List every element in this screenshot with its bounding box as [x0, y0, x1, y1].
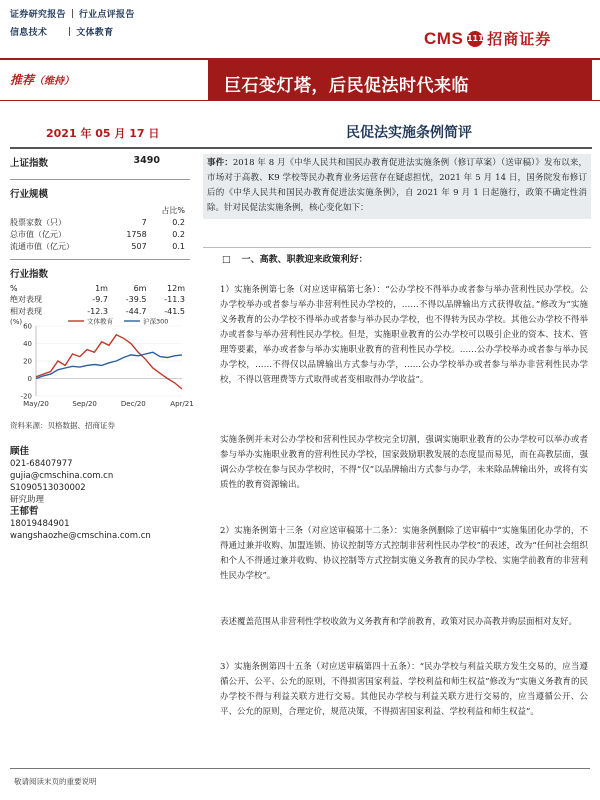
event-label: 事件：	[207, 158, 233, 168]
chart-y-axis	[21, 323, 182, 401]
bullet-icon: □	[222, 255, 231, 265]
legend-label: 文体教育	[87, 317, 113, 326]
y-tick-label: -20	[20, 392, 32, 401]
analyst1-email[interactable]: gujia@cmschina.com.cn	[10, 471, 114, 481]
footer-disclaimer: 敬请阅读末页的重要说明	[14, 777, 97, 786]
report-date: 2021 年 05 月 17 日	[46, 127, 160, 140]
sub-industry: 文体教育	[76, 28, 114, 38]
analyst2-phone: 18019484901	[10, 519, 70, 529]
y-tick-label: 40	[23, 340, 32, 348]
report-subtype: 行业点评报告	[78, 10, 135, 20]
report-title: 巨石变灯塔，后民促法时代来临	[224, 76, 469, 96]
y-tick-label: 60	[23, 322, 32, 331]
scale-table	[10, 205, 185, 253]
sidebar	[10, 155, 190, 318]
paragraph-4: 表述覆盖范围从非营利性学校收敛为义务教育和学前教育，政策对民办高教并购层面相对友好。	[220, 617, 578, 627]
title-rule	[0, 100, 600, 101]
table-header: % 1m 6m 12m	[10, 284, 185, 293]
rating-label: 推荐	[10, 73, 35, 87]
table-row: 总市值（亿元） 1758 0.2	[10, 230, 185, 239]
event-text: 2018 年 8 月《中华人民共和国民办教育促进法实施条例（修订草案）（送审稿）》发布以来，市场对于高教、K9 学校等民办教育业务运营存在疑虑担忧，2021 年 5 月 14 日，国务院发布修订后的《中华人民共和国民办教育促进法实施条例》，自 2021 年 9 月 1 日起施行，政策不确定性消除。针对民促法实施条例，核心变化如下：	[207, 158, 587, 213]
title-bar	[208, 60, 592, 100]
logo-cn-text: 招商证券	[487, 30, 552, 48]
industry-index-chart	[10, 312, 194, 412]
x-tick-label: Dec/20	[120, 400, 146, 408]
industry-line	[10, 25, 113, 38]
logo-cms-text: CMS	[424, 28, 464, 48]
paragraph-1: 1）实施条例第七条（对应送审稿第七条）：“公办学校不得举办或者参与举办营利性民办学校。公办学校举办或者参与举办非营利性民办学校的，……不得以品牌输出方式获得收益。”修改为“实施义务教育的公办学校不得举办或者参与举办民办学校，也不得转为民办学校。其他公办学校不得举办或者参与举办营利性民办学校。但是，实施职业教育的公办学校可以吸引企业的资本、技术、管理等要素，举办或者参与举办实施职业教育的营利性民办学校。……公办学校举办或者参与举办民办学校，……不得仅以品牌输出方式参与办学，……公办学校举办或者参与举办非营利性民办学校，不得以管理费等方式取得或者变相取得办学收益”。	[220, 285, 588, 385]
idx-title: 行业指数	[10, 269, 49, 280]
chart-legend	[68, 317, 168, 326]
analyst-block	[10, 446, 190, 542]
x-tick-label: Apr/21	[170, 400, 194, 408]
report-type: 证券研究报告	[10, 10, 66, 20]
paragraph-3: 2）实施条例第十三条（对应送审稿第十二条）：实施条例删除了送审稿中“实施集团化办学的，不得通过兼并收购、加盟连锁、协议控制等方式控制非营利性民办学校”的表述，改为“任何社会组织和个人不得通过兼并收购、协议控制等方式控制实施义务教育的民办学校、实施学前教育的非营利性民办学校”。	[220, 526, 588, 581]
x-tick-label: May/20	[23, 400, 49, 408]
event-summary-box	[203, 154, 591, 219]
y-tick-label: 0	[27, 375, 32, 383]
table-row: 流通市值（亿元） 507 0.1	[10, 242, 185, 251]
paragraph-5: 3）实施条例第四十五条（对应送审稿第四十五条）：“民办学校与利益关联方发生交易的，应当遵循公开、公平、公允的原则，不得损害国家利益、学校利益和师生权益”修改为“实施义务教育的民办学校不得与利益关联方进行交易。其他民办学校与利益关联方进行交易的，应当遵循公开、公平、公允的原则，合理定价，规范决策，不得损害国家利益、学校利益和师生权益”。	[220, 662, 588, 717]
table-row: 相对表现 -12.3 -44.7 -41.5	[10, 307, 185, 316]
chart-ylabel: (%)	[10, 318, 23, 326]
industry: 信息技术	[10, 28, 48, 38]
analyst1-phone: 021-68407977	[10, 459, 73, 469]
footer-rule	[10, 768, 590, 769]
chart-series	[36, 335, 182, 389]
analyst2-name: 王郁哲	[10, 506, 39, 517]
scale-title: 行业规模	[10, 189, 49, 200]
section-title: 一、高教、职教迎来政策利好：	[241, 255, 368, 265]
table-row: 股票家数（只） 7 0.2	[10, 218, 185, 227]
index-row	[10, 155, 190, 169]
y-tick-label: 20	[23, 357, 32, 366]
index-label: 上证指数	[10, 158, 49, 169]
analyst2-email[interactable]: wangshaozhe@cmschina.com.cn	[10, 531, 151, 541]
chart-x-axis	[23, 400, 194, 408]
logo-badge-icon: 111	[467, 31, 483, 47]
section-heading	[222, 252, 368, 265]
series-line-文体教育	[36, 335, 182, 389]
report-subtitle: 民促法实施条例简评	[346, 125, 472, 141]
rating-badge	[10, 71, 74, 88]
series-line-沪深300	[36, 352, 182, 378]
analyst2-role: 研究助理	[10, 495, 45, 505]
date-rule	[10, 147, 592, 149]
x-tick-label: Sep/20	[72, 400, 97, 408]
rating-sub: （维持）	[34, 76, 75, 87]
paragraph-2: 实施条例并未对公办学校和营利性民办学校完全切割，强调实施职业教育的公办学校可以举办或者参与举办实施职业教育的营利性民办学校，国家鼓励职教发展的态度显而易见，而在高教层面，强调公办学校在参与民办学校时，不得“仅”以品牌输出方式参与办学，未来除品牌输出外，或将有实质性的教育资源输出。	[220, 435, 588, 490]
company-logo	[424, 28, 551, 49]
legend-label: 沪深300	[143, 317, 169, 326]
analyst1-license: S1090513030002	[10, 483, 86, 493]
scale-col-header: 占比%	[161, 206, 185, 215]
table-row: 绝对表现 -9.7 -39.5 -11.3	[10, 295, 185, 304]
report-type-line	[10, 7, 135, 20]
index-value: 3490	[133, 155, 160, 166]
analyst1-name: 顾佳	[10, 446, 30, 457]
chart-source: 资料来源：贝格数据、招商证券	[10, 421, 115, 430]
